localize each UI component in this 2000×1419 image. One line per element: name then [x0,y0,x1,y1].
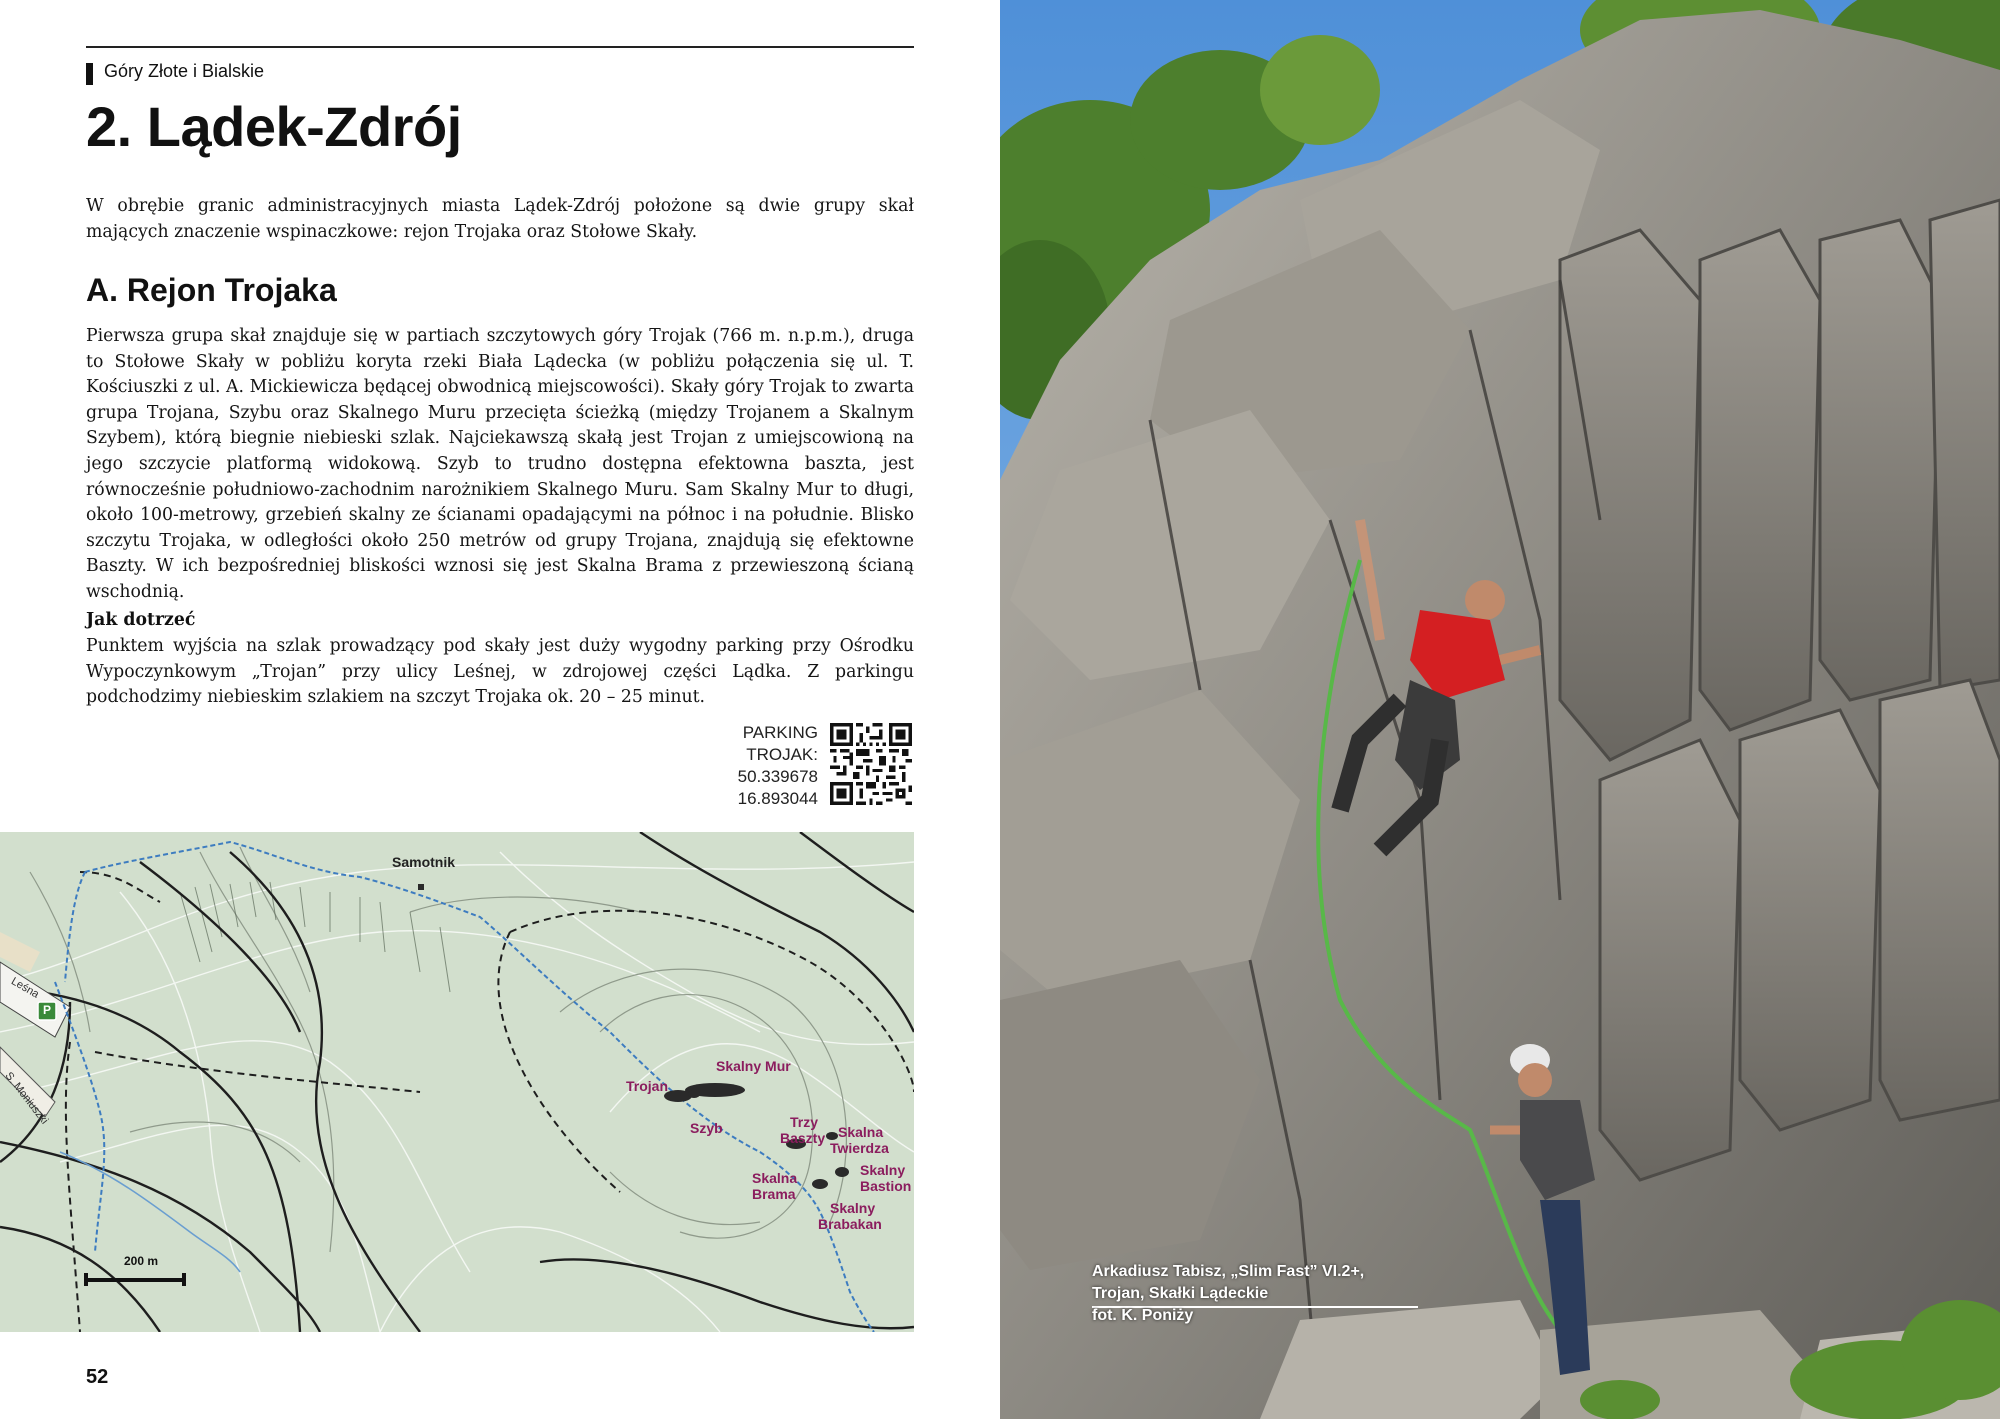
map-label-bastion-line2: Bastion [860,1178,912,1194]
map-label-trzy-line2: Baszty [780,1130,826,1146]
parking-lon: 16.893044 [737,789,818,808]
map-label-brabakan-line1: Skalny [830,1200,876,1216]
qr-code-icon[interactable] [830,723,912,805]
caption-line1: Arkadiusz Tabisz, „Slim Fast” VI.2+, [1092,1263,1365,1280]
page-number: 52 [86,1366,109,1388]
map-label-skalna-twierdza [830,1124,889,1156]
map-parking-icon: P [43,1003,52,1017]
map-label-twierdza-line1: Skalna [838,1124,884,1140]
chapter-title: 2. Lądek-Zdrój [86,95,462,158]
parking-lat: 50.339678 [737,767,818,786]
parking-line2: TROJAK: [746,745,818,764]
caption-line3: fot. K. Poniży [1092,1307,1194,1324]
map-label-trojan: Trojan [626,1078,669,1094]
caption-line2: Trojan, Skałki Lądeckie [1092,1285,1269,1302]
parking-info [640,722,818,810]
section-title: A. Rejon Trojaka [86,272,337,308]
map-label-trzy-baszty [780,1114,826,1146]
intro-paragraph: W obrębie granic administracyjnych miasta Lądek-Zdrój położone są dwie grupy skał mających znaczenie wspinaczkowe: rejon Trojaka oraz Stołowe Skały. [86,196,914,242]
photo-caption [1092,1261,1364,1327]
header-rule [86,46,914,48]
map-label-trzy-line1: Trzy [790,1114,819,1130]
parking-line1: PARKING [742,723,818,742]
right-page-photo [1000,0,2000,1419]
map-label-brama-line1: Skalna [752,1170,798,1186]
chapter-label: Góry Złote i Bialskie [104,61,265,81]
chapter-marker-icon [86,63,93,85]
map-label-bastion-line1: Skalny [860,1162,906,1178]
access-paragraph: Punktem wyjścia na szlak prowadzący pod skały jest duży wygodny parking przy Ośrodku Wypoczynkowym „Trojan” przy ulicy Leśnej, w zdrojowej części Lądka. Z parkingu podchodzimy niebieskim szlakiem na szczyt Trojaka ok. 20 – 25 minut. [86,636,914,708]
map-label-skalny-mur: Skalny Mur [716,1058,791,1074]
map-label-szyb: Szyb [690,1120,723,1136]
climbing-photo [1000,0,2000,1419]
map-label-brabakan-line2: Brabakan [818,1216,882,1232]
map-label-twierdza-line2: Twierdza [830,1140,889,1156]
body-paragraph: Pierwsza grupa skał znajduje się w partiach szczytowych góry Trojak (766 m. n.p.m.), druga to Stołowe Skały w pobliżu koryta rzeki Biała Lądecka (w pobliżu połączenia się ul. T. Kościuszki z ul. A. Mickiewicza będącej obwodnicą miejscowości). Skały góry Trojak to zwarta grupa Trojana, Szybu oraz Skalnego Muru przecięta ścieżką (między Trojanem a Skalnym Szybem), którą biegnie niebieski szlak. Najciekawszą skałą jest Trojan z umiejscowioną na jego szczycie platformą widokową. Szyb to trudno dostępna efektowna baszta, jest równocześnie południowo-zachodnim narożnikiem Skalnego Muru. Sam Skalny Mur to długi, około 100-metrowy, grzebień skalny ze ścianami opadającymi na północ i na południe. Blisko szczytu Trojaka, w odległości około 250 metrów od grupy Trojana, znajdują się efektowne Baszty. W ich bezpośredniej bliskości wznosi się jest Skalna Brama z przewieszoną ścianą wschodnią. [86,326,914,602]
map-scale-label: 200 m [124,1254,159,1268]
trail-map[interactable] [0,832,914,1332]
access-title: Jak dotrzeć [86,610,196,630]
map-label-skalna-brama [752,1170,797,1202]
map-road-lesna: Leśna [9,975,41,1001]
map-label-skalny-bastion [860,1162,911,1194]
map-label-skalny-brabakan [818,1200,882,1232]
map-label-brama-line2: Brama [752,1186,796,1202]
map-road-moniuszki: S. Moniuszki [2,1070,51,1127]
map-label-samotnik: Samotnik [392,854,456,870]
